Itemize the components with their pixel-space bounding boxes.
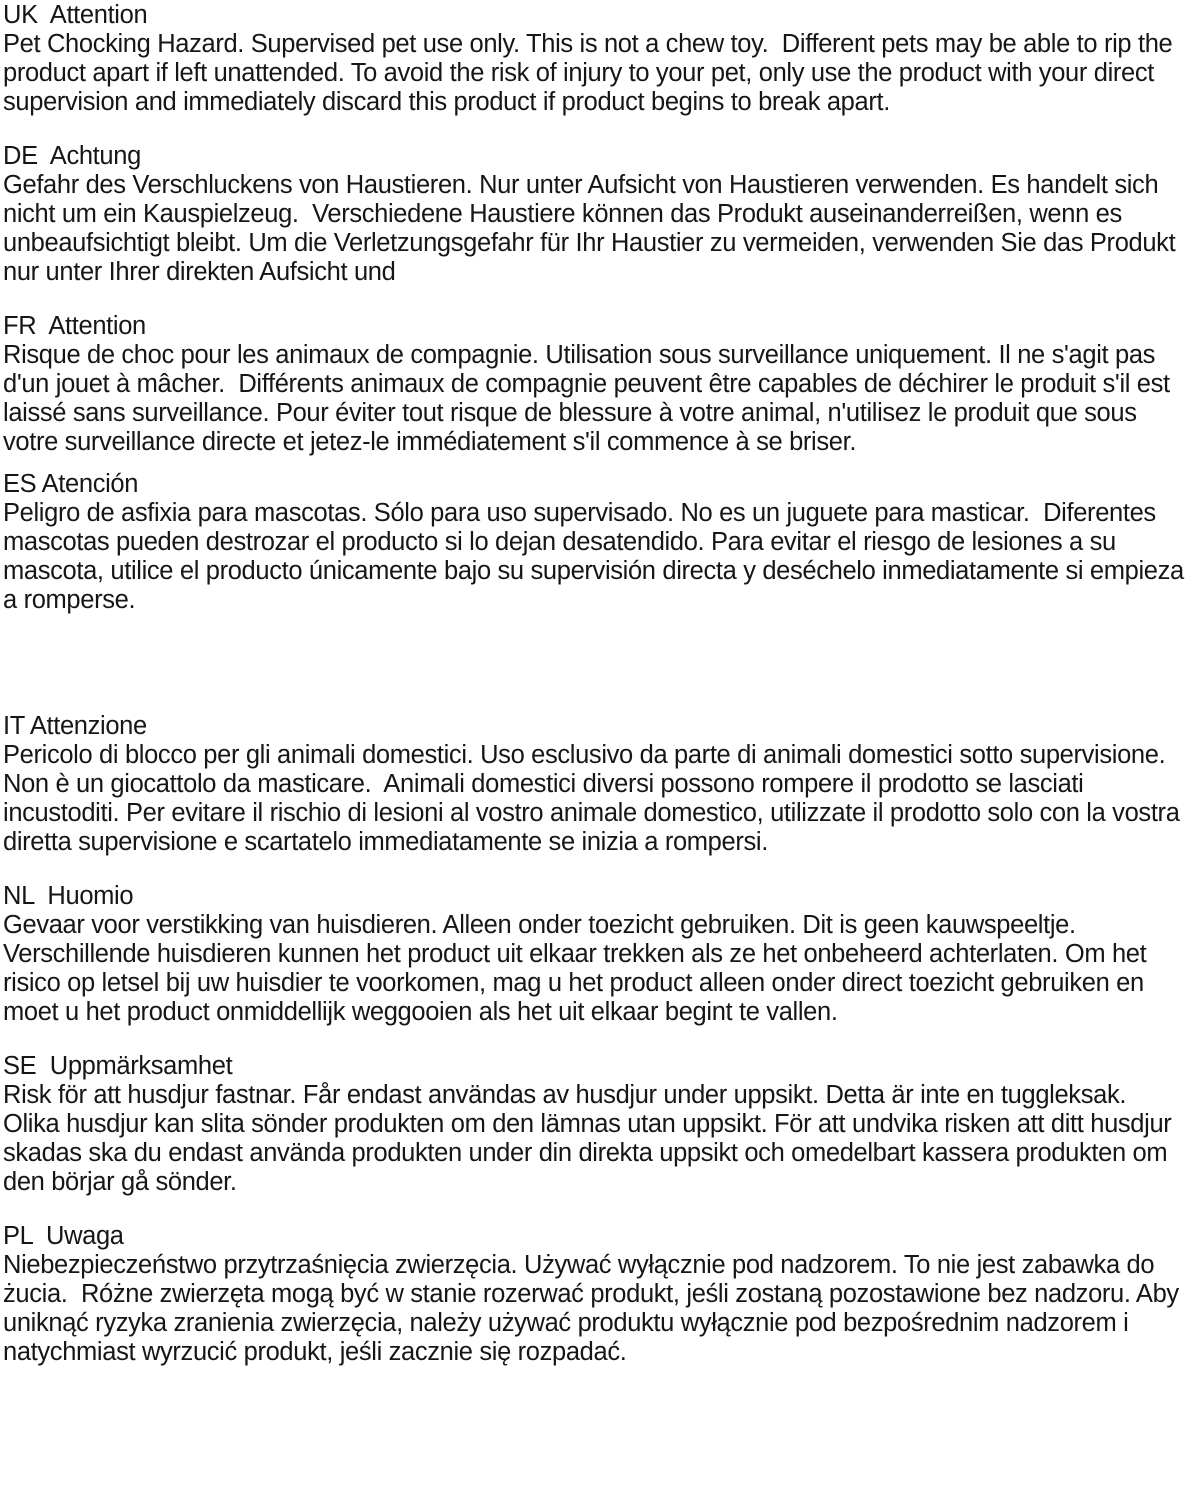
section-body-nl: Gevaar voor verstikking van huisdieren. Alleen onder toezicht gebruiken. Dit is geen kauwspeeltje. Verschillende huisdieren kunnen het product uit elkaar trekken als ze het onbeheerd achterlaten. Om het risico op letsel bij uw huisdier te voorkomen, mag u het product alleen onder direct toezicht gebruiken en moet u het product onmiddellijk weggooien als het uit elkaar begint te vallen. [3,911,1154,1026]
section-heading-pl: PL Uwaga [3,1222,124,1250]
section-fr [3,312,1191,457]
section-heading-de: DE Achtung [3,142,141,170]
section-uk [3,1,1191,117]
section-body-pl: Niebezpieczeństwo przytrzaśnięcia zwierzęcia. Używać wyłącznie pod nadzorem. To nie jest zabawka do żucia. Różne zwierzęta mogą być w stanie rozerwać produkt, jeśli zostaną pozostawione bez nadzoru. Aby uniknąć ryzyka zranienia zwierzęcia, należy używać produktu wyłącznie pod bezpośrednim nadzorem i natychmiast wyrzucić produkt, jeśli zacznie się rozpadać. [3,1251,1186,1366]
section-heading-uk: UK Attention [3,1,148,29]
section-nl [3,882,1191,1027]
section-es [3,470,1191,615]
section-body-uk: Pet Chocking Hazard. Supervised pet use only. This is not a chew toy. Different pets may be able to rip the product apart if left unattended. To avoid the risk of injury to your pet, only use the product with your direct supervision and immediately discard this product if product begins to break apart. [3,30,1180,116]
section-body-it: Pericolo di blocco per gli animali domestici. Uso esclusivo da parte di animali domestici sotto supervisione. Non è un giocattolo da masticare. Animali domestici diversi possono rompere il prodotto se lasciati incustoditi. Per evitare il rischio di lesioni al vostro animale domestico, utilizzate il prodotto solo con la vostra diretta supervisione e scartatelo immediatamente se inizia a rompersi. [3,741,1187,856]
section-body-de: Gefahr des Verschluckens von Haustieren. Nur unter Aufsicht von Haustieren verwenden. Es handelt sich nicht um ein Kauspielzeug. Verschiedene Haustiere können das Produkt auseinanderreißen, wenn es unbeaufsichtigt bleibt. Um die Verletzungsgefahr für Ihr Haustier zu vermeiden, verwenden Sie das Produkt nur unter Ihrer direkten Aufsicht und [3,171,1183,286]
section-se [3,1052,1191,1197]
section-de [3,142,1191,287]
section-body-fr: Risque de choc pour les animaux de compagnie. Utilisation sous surveillance uniquement. Il ne s'agit pas d'un jouet à mâcher. Différents animaux de compagnie peuvent être capables de déchirer le produit s'il est laissé sans surveillance. Pour éviter tout risque de blessure à votre animal, n'utilisez le produit que sous votre surveillance directe et jetez-le immédiatement s'il commence à se briser. [3,341,1177,456]
section-heading-fr: FR Attention [3,312,146,340]
section-heading-it: IT Attenzione [3,712,147,740]
section-heading-nl: NL Huomio [3,882,134,910]
section-heading-es: ES Atención [3,470,139,498]
section-it [3,712,1191,857]
section-body-se: Risk för att husdjur fastnar. Får endast användas av husdjur under uppsikt. Detta är inte en tuggleksak. Olika husdjur kan slita sönder produkten om den lämnas utan uppsikt. För att undvika risken att ditt husdjur skadas ska du endast använda produkten under din direkta uppsikt och omedelbart kassera produkten om den börjar gå sönder. [3,1081,1179,1196]
section-heading-se: SE Uppmärksamhet [3,1052,233,1080]
section-body-es: Peligro de asfixia para mascotas. Sólo para uso supervisado. No es un juguete para masticar. Diferentes mascotas pueden destrozar el producto si lo dejan desatendido. Para evitar el riesgo de lesiones a su mascota, utilice el producto únicamente bajo su supervisión directa y deséchelo inmediatamente si empieza a romperse. [3,499,1191,614]
section-pl [3,1222,1191,1367]
